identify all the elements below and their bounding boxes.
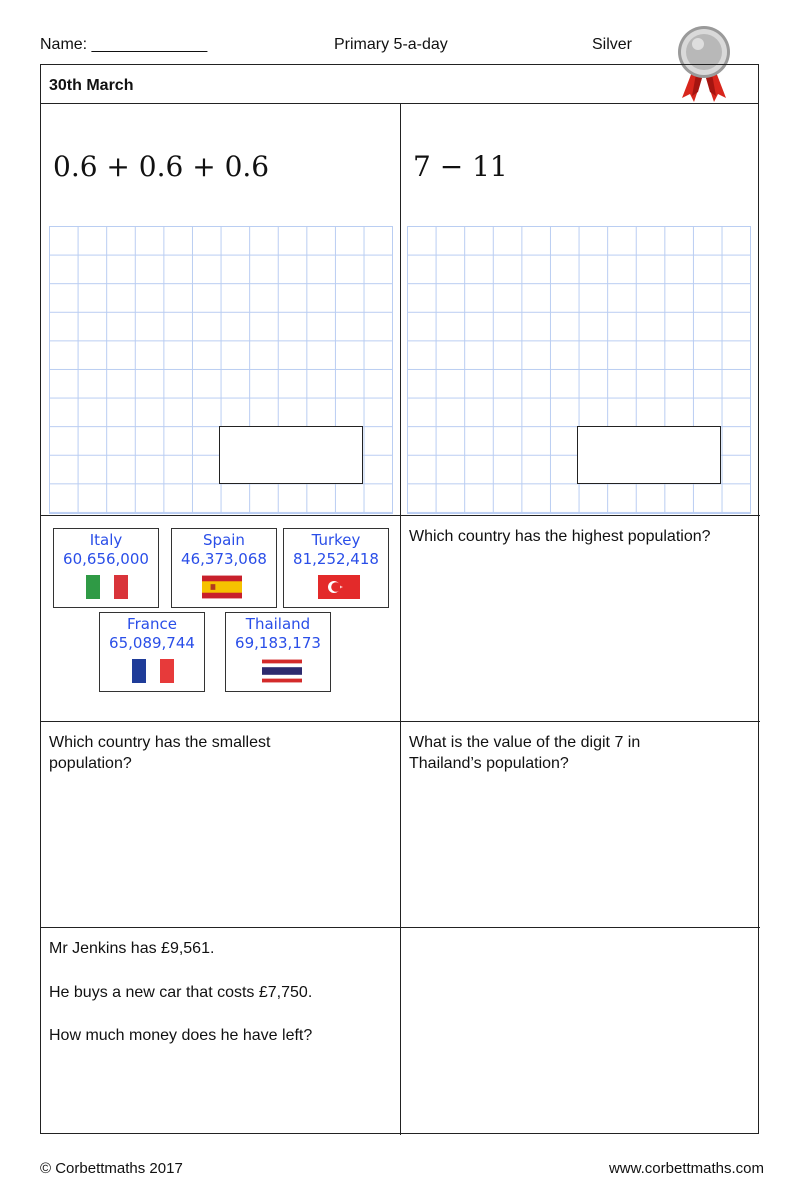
question-6-text: What is the value of the digit 7 in Thailand’s population? (409, 734, 641, 772)
question-4-text: Which country has the highest population? (409, 528, 711, 545)
question-1-expression: 0.6 + 0.6 + 0.6 (53, 150, 270, 183)
worksheet-title: Primary 5-a-day (334, 36, 448, 53)
copyright-text: © Corbettmaths 2017 (40, 1160, 183, 1177)
population-cards-cell (41, 516, 401, 722)
country-card-thailand (225, 612, 331, 692)
header-name-field: Name: _____________ (40, 36, 208, 53)
worksheet (40, 64, 759, 1134)
question-5-cell (41, 722, 401, 928)
question-7-cell (41, 928, 401, 1135)
country-population: 60,656,000 (63, 550, 149, 568)
answer-box[interactable] (577, 426, 721, 484)
country-name: Spain (203, 531, 245, 549)
website-link[interactable]: www.corbettmaths.com (608, 1160, 764, 1177)
question-6-cell (401, 722, 760, 928)
country-name: Thailand (245, 615, 311, 633)
country-card-turkey (283, 528, 389, 608)
france-flag-icon (132, 659, 174, 683)
country-name: Turkey (311, 531, 361, 549)
country-name: France (127, 615, 177, 633)
italy-flag-icon (86, 575, 128, 599)
blank-cell (401, 928, 760, 1135)
country-card-france (99, 612, 205, 692)
question-7-line-2: He buys a new car that costs £7,750. (49, 984, 313, 1001)
question-2-cell (401, 104, 760, 516)
country-name: Italy (89, 531, 123, 549)
country-population: 65,089,744 (109, 634, 195, 652)
country-card-spain (171, 528, 277, 608)
date-bar (41, 65, 758, 104)
thailand-flag-icon (262, 659, 302, 683)
question-5-text: Which country has the smallest population? (49, 734, 271, 772)
question-7-line-3: How much money does he have left? (49, 1027, 313, 1044)
spain-flag-icon (202, 575, 242, 599)
question-4-cell (401, 516, 760, 722)
question-1-cell (41, 104, 401, 516)
answer-box[interactable] (219, 426, 363, 484)
question-7-line-1: Mr Jenkins has £9,561. (49, 940, 215, 957)
question-2-expression: 7 − 11 (413, 150, 508, 183)
country-population: 46,373,068 (181, 550, 267, 568)
date-label: 30th March (49, 77, 134, 94)
country-population: 81,252,418 (293, 550, 379, 568)
level-label: Silver (592, 36, 633, 53)
country-card-italy (53, 528, 159, 608)
turkey-flag-icon (318, 575, 360, 599)
country-population: 69,183,173 (235, 634, 321, 652)
